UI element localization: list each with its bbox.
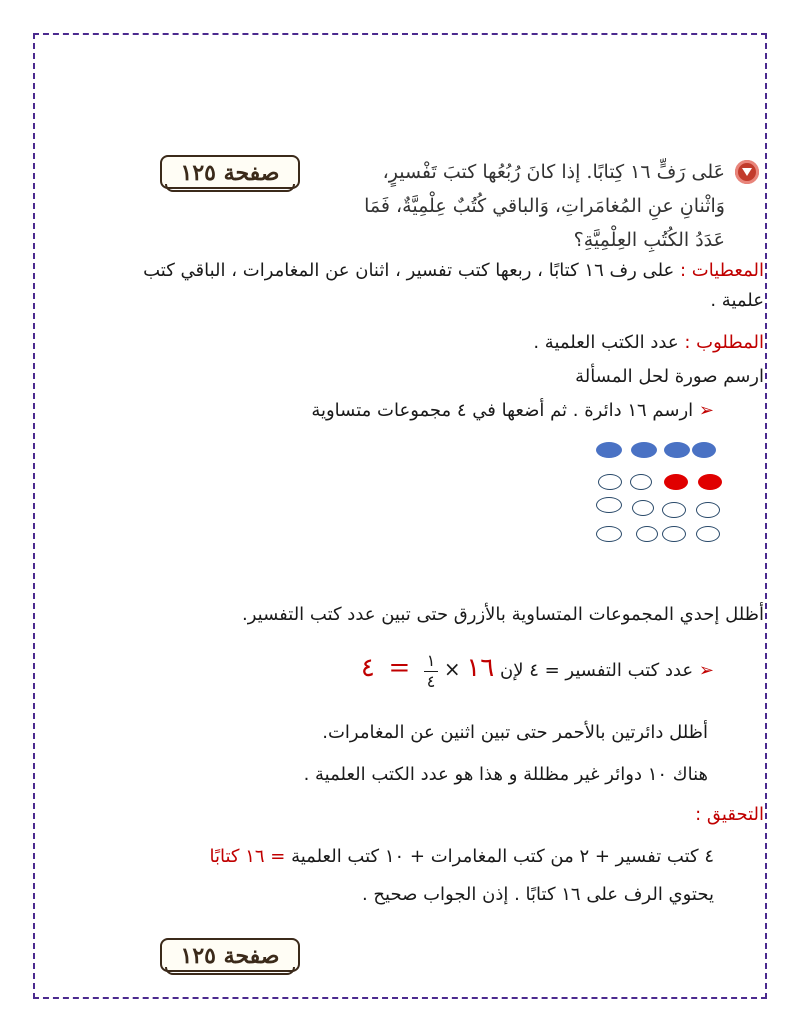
givens-text: على رف ١٦ كتابًا ، ربعها كتب تفسير ، اثنان عن المغامرات ، الباقي كتب [143, 260, 675, 281]
page-number-label: صفحة ١٢٥ [180, 160, 280, 186]
equation-times: × [443, 657, 461, 681]
circles-diagram [594, 440, 729, 585]
problem-statement [305, 155, 725, 257]
circle-empty [598, 474, 622, 490]
verify-heading [36, 800, 764, 830]
step-1-text: ارسم ١٦ دائرة . ثم أضعها في ٤ مجموعات متساوية [311, 400, 694, 421]
problem-line-3: عَدَدُ الكُتُبِ العِلْمِيَّةِ؟ [573, 229, 725, 251]
page-number-label: صفحة ١٢٥ [180, 943, 280, 969]
circle-empty [696, 526, 720, 542]
circle-empty [596, 526, 622, 542]
required-section [36, 328, 764, 358]
equation-equals: = [388, 653, 411, 683]
equation-sixteen: ١٦ [466, 653, 495, 683]
arrow-bullet-icon: ➢ [698, 400, 714, 421]
verify-equation [34, 842, 714, 872]
givens-section [36, 256, 764, 316]
question-marker-icon [735, 160, 759, 184]
circle-empty [632, 500, 654, 516]
equation-result: ٤ [360, 653, 375, 683]
circle-blue [692, 442, 716, 458]
verify-equation-right: = ١٦ كتابًا [209, 846, 286, 867]
circle-empty [662, 526, 686, 542]
arrow-bullet-icon: ➢ [698, 660, 714, 681]
problem-line-1: عَلى رَفٍّ ١٦ كِتابًا. إذا كانَ رُبُعُها كتبَ تَفْسيرٍ، [382, 161, 725, 183]
required-text: عدد الكتب العلمية . [533, 332, 679, 353]
circle-empty [636, 526, 658, 542]
problem-line-2: وَاثْنانِ عنِ المُغامَراتِ، وَالباقي كُتُبٌ عِلْمِيَّةٌ، فَمَا [364, 195, 725, 217]
step-2 [34, 646, 714, 690]
verify-conclusion: يحتوي الرف على ١٦ كتابًا . إذن الجواب صحيح . [361, 884, 714, 905]
circle-empty [630, 474, 652, 490]
page-number-badge-bottom [160, 938, 300, 972]
fraction-numerator: ١ [426, 650, 436, 670]
circle-empty [596, 497, 622, 513]
circle-blue [631, 442, 657, 458]
draw-title: ارسم صورة لحل المسألة [575, 366, 764, 387]
circle-blue [664, 442, 690, 458]
shade-blue-instruction [36, 600, 764, 630]
step-2-text: عدد كتب التفسير = ٤ لإن [499, 660, 694, 681]
required-label: المطلوب : [684, 332, 764, 353]
circle-blue [596, 442, 622, 458]
verify-label: التحقيق : [695, 804, 764, 825]
circle-red [664, 474, 688, 490]
remaining-circles-text: هناك ١٠ دوائر غير مظللة و هذا هو عدد الكتب العلمية . [303, 764, 708, 785]
fraction-denominator: ٤ [426, 671, 436, 691]
verify-equation-left: ٤ كتب تفسير + ٢ من كتب المغامرات + ١٠ كتب العلمية [291, 846, 714, 867]
shade-red-instruction: أظلل دائرتين بالأحمر حتى تبين اثنين عن المغامرات. [322, 722, 708, 743]
circle-empty [662, 502, 686, 518]
givens-text-continued: علمية . [710, 290, 764, 311]
givens-label: المعطيات : [680, 260, 764, 281]
shade-blue-text: أظلل إحدي المجموعات المتساوية بالأزرق حتى تبين عدد كتب التفسير. [242, 604, 764, 625]
equation-fraction [424, 650, 438, 691]
circle-empty [696, 502, 720, 518]
page-number-badge [160, 155, 300, 189]
step-1 [34, 396, 714, 426]
circle-red [698, 474, 722, 490]
